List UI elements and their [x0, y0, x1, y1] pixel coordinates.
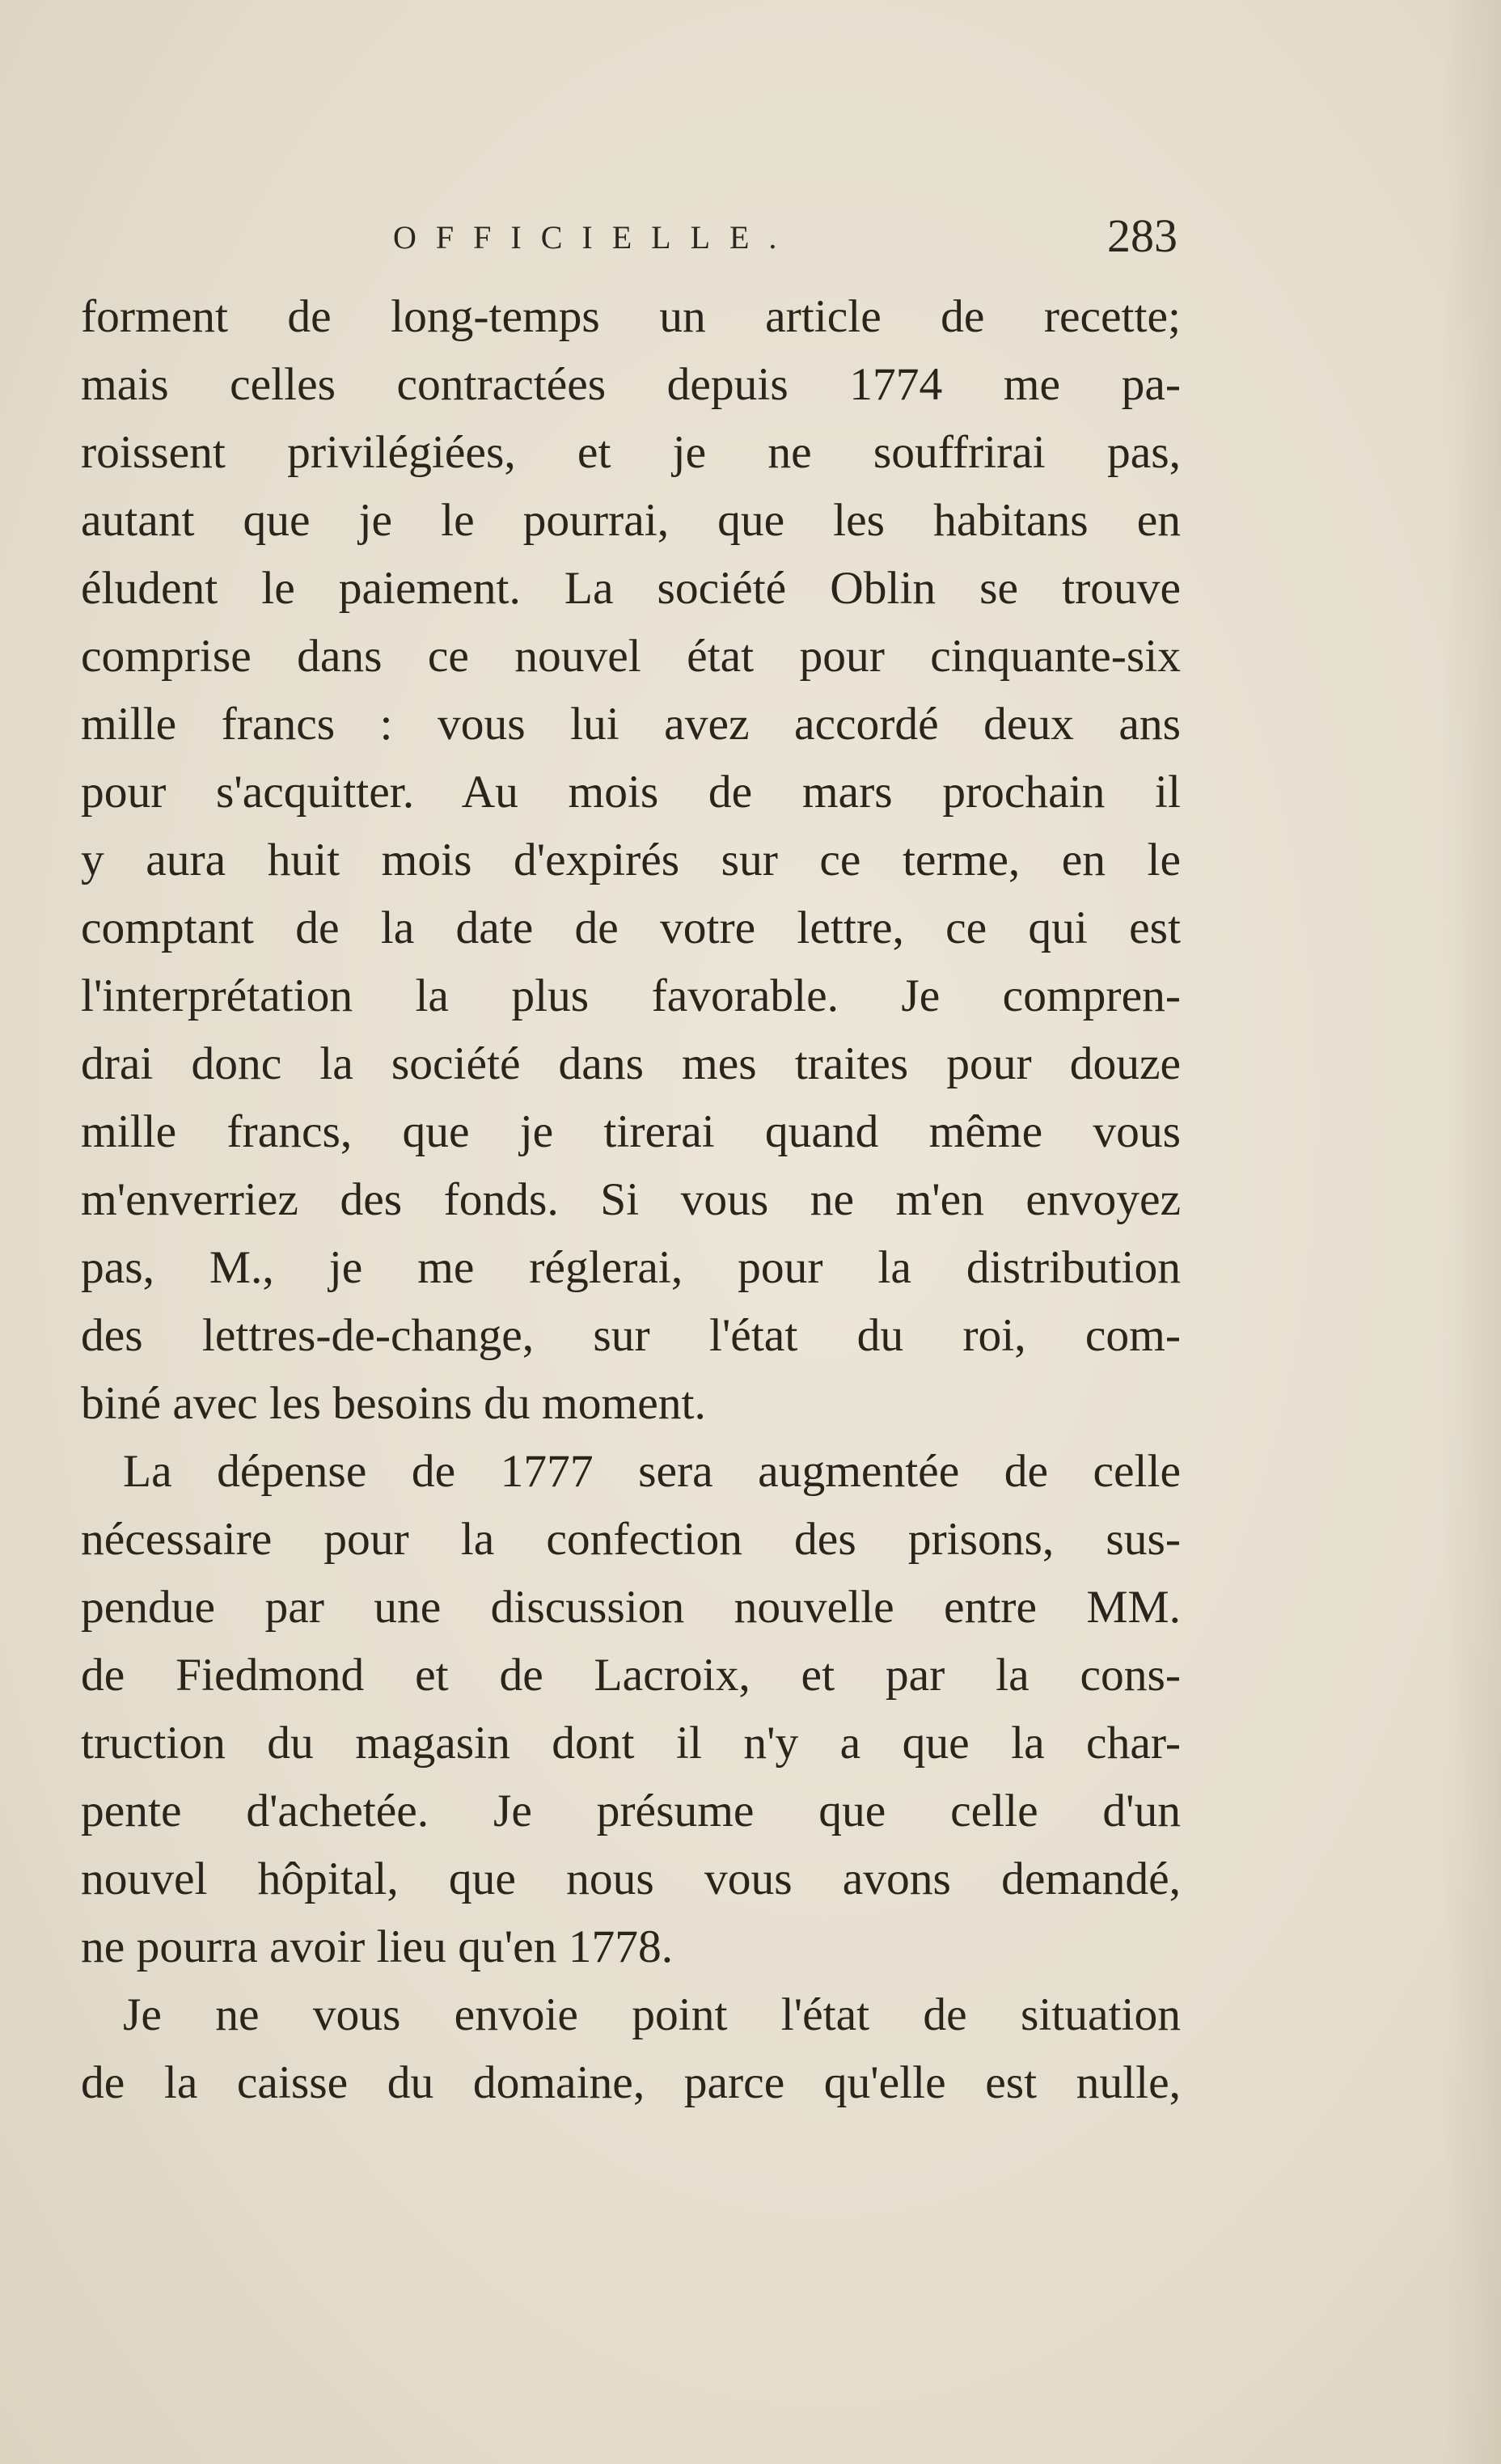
text-line: forment de long-temps un article de recette;: [81, 291, 1181, 342]
text-line: éludent le paiement. La société Oblin se trouve: [81, 563, 1181, 614]
page-header: [78, 209, 1178, 273]
text-line: l'interprétation la plus favorable. Je compren-: [81, 970, 1181, 1021]
text-line: truction du magasin dont il n'y a que la char-: [81, 1718, 1181, 1769]
text-line: roissent privilégiées, et je ne souffrirai pas,: [81, 427, 1181, 478]
text-line: mille francs : vous lui avez accordé deux ans: [81, 699, 1181, 750]
text-line: mais celles contractées depuis 1774 me pa-: [81, 359, 1181, 410]
text-line: nécessaire pour la confection des prisons, sus-: [81, 1514, 1181, 1565]
page-number: 283: [1107, 209, 1178, 262]
paragraph-start-line: Je ne vous envoie point l'état de situation: [123, 1989, 1181, 2040]
text-line: autant que je le pourrai, que les habitans en: [81, 495, 1181, 546]
text-line: de la caisse du domaine, parce qu'elle est nulle,: [81, 2057, 1181, 2108]
page-edge-shadow: [1444, 0, 1501, 2464]
text-line: pour s'acquitter. Au mois de mars prochain il: [81, 767, 1181, 818]
text-line: comprise dans ce nouvel état pour cinquante-six: [81, 631, 1181, 682]
text-line: comptant de la date de votre lettre, ce qui est: [81, 902, 1181, 953]
paragraph-end-line: ne pourra avoir lieu qu'en 1778.: [81, 1921, 674, 1972]
text-line: pendue par une discussion nouvelle entre MM.: [81, 1582, 1181, 1633]
text-line: nouvel hôpital, que nous vous avons demandé,: [81, 1853, 1181, 1904]
text-line: de Fiedmond et de Lacroix, et par la cons-: [81, 1650, 1181, 1701]
text-line: m'enverriez des fonds. Si vous ne m'en envoyez: [81, 1174, 1181, 1225]
text-line: y aura huit mois d'expirés sur ce terme, en le: [81, 835, 1181, 885]
body-text: [81, 283, 1181, 2117]
text-line: des lettres-de-change, sur l'état du roi, com-: [81, 1310, 1181, 1361]
running-head: OFFICIELLE.: [393, 219, 797, 256]
text-line: pas, M., je me réglerai, pour la distribution: [81, 1242, 1181, 1293]
text-line: mille francs, que je tirerai quand même vous: [81, 1106, 1181, 1157]
paragraph-start-line: La dépense de 1777 sera augmentée de celle: [123, 1446, 1181, 1497]
text-line: drai donc la société dans mes traites pour douze: [81, 1038, 1181, 1089]
text-line: pente d'achetée. Je présume que celle d'un: [81, 1786, 1181, 1836]
paragraph-end-line: biné avec les besoins du moment.: [81, 1378, 706, 1429]
